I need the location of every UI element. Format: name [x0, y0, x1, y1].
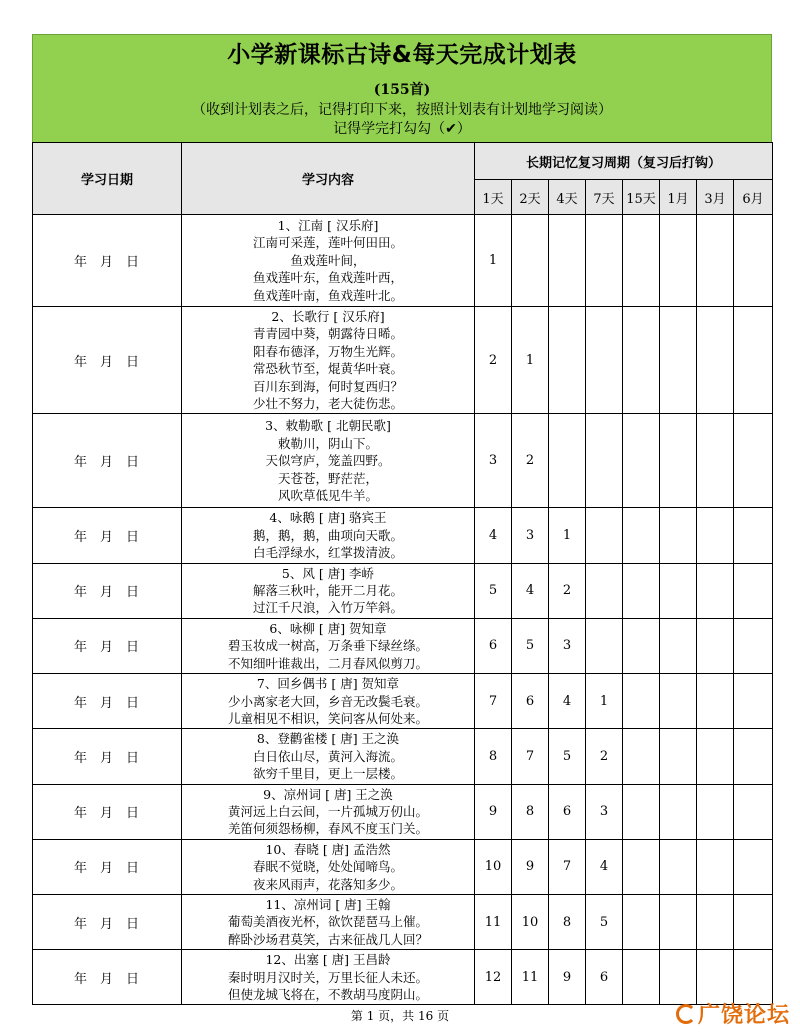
day-header: 15天: [623, 180, 660, 215]
table-row: [33, 618, 773, 673]
review-checkbox-cell[interactable]: 4: [512, 563, 549, 618]
day-header: 7天: [586, 180, 623, 215]
date-cell[interactable]: [33, 894, 182, 949]
review-checkbox-cell[interactable]: [623, 563, 660, 618]
review-checkbox-cell[interactable]: [623, 414, 660, 508]
date-month-label: 月: [99, 530, 114, 546]
review-checkbox-cell[interactable]: [623, 618, 660, 673]
date-cell[interactable]: [33, 839, 182, 894]
table-row: [33, 894, 773, 949]
review-checkbox-cell[interactable]: 5: [549, 729, 586, 784]
review-checkbox-cell[interactable]: 8: [475, 729, 512, 784]
date-cell[interactable]: [33, 215, 182, 307]
poem-cell: [182, 307, 475, 414]
date-column-header: 学习日期: [33, 143, 182, 215]
review-checkbox-cell[interactable]: 6: [586, 950, 623, 1005]
review-checkbox-cell[interactable]: [734, 307, 773, 414]
date-year-label: 年: [73, 861, 88, 877]
poem-cell: [182, 950, 475, 1005]
page-footer: 第 1 页，共 16 页: [350, 1009, 450, 1023]
date-day-label: 日: [126, 861, 141, 877]
date-cell[interactable]: [33, 950, 182, 1005]
review-checkbox-cell[interactable]: [660, 784, 697, 839]
review-checkbox-cell[interactable]: [586, 307, 623, 414]
poem-line: 春眠不觉晓，处处闻啼鸟。: [252, 859, 403, 875]
date-month-label: 月: [99, 695, 114, 711]
date-year-label: 年: [73, 640, 88, 656]
review-checkbox-cell[interactable]: 2: [586, 729, 623, 784]
date-cell[interactable]: [33, 508, 182, 563]
date-year-label: 年: [73, 806, 88, 822]
date-month-label: 月: [99, 806, 114, 822]
review-checkbox-cell[interactable]: [586, 563, 623, 618]
day-header: 6月: [734, 180, 773, 215]
review-checkbox-cell[interactable]: [660, 414, 697, 508]
poem-line: 黄河远上白云间，一片孤城万仞山。: [227, 803, 428, 819]
poem-line: 过江千尺浪，入竹万竿斜。: [252, 600, 403, 616]
day-header: 2天: [512, 180, 549, 215]
review-checkbox-cell[interactable]: 6: [549, 784, 586, 839]
date-cell[interactable]: [33, 729, 182, 784]
review-checkbox-cell[interactable]: [697, 674, 734, 729]
poem-cell: [182, 414, 475, 508]
review-checkbox-cell[interactable]: [623, 307, 660, 414]
poem-title: 1、江南 [ 汉乐府]: [277, 217, 379, 233]
date-cell[interactable]: [33, 784, 182, 839]
review-checkbox-cell[interactable]: [697, 307, 734, 414]
review-checkbox-cell[interactable]: 9: [512, 839, 549, 894]
plan-table: [32, 142, 773, 1005]
review-checkbox-cell[interactable]: [623, 950, 660, 1005]
date-day-label: 日: [126, 255, 141, 270]
review-checkbox-cell[interactable]: 6: [512, 674, 549, 729]
date-month-label: 月: [99, 861, 114, 877]
review-checkbox-cell[interactable]: 2: [549, 563, 586, 618]
review-checkbox-cell[interactable]: [734, 950, 773, 1005]
poem-cell: [182, 215, 475, 307]
poem-line: 碧玉妆成一树高，万条垂下绿丝绦。: [227, 638, 428, 654]
table-row: [33, 215, 773, 307]
date-day-label: 日: [126, 354, 141, 370]
table-row: [33, 950, 773, 1005]
review-checkbox-cell[interactable]: 3: [475, 414, 512, 508]
poem-cell: [182, 839, 475, 894]
date-month-label: 月: [99, 354, 114, 370]
date-cell[interactable]: [33, 618, 182, 673]
date-month-label: 月: [99, 971, 114, 987]
poem-line: 解落三秋叶，能开二月花。: [252, 583, 403, 599]
review-checkbox-cell[interactable]: 1: [549, 508, 586, 563]
poem-line: 欲穷千里目，更上一层楼。: [252, 766, 403, 782]
review-checkbox-cell[interactable]: [623, 508, 660, 563]
review-checkbox-cell[interactable]: [734, 508, 773, 563]
review-checkbox-cell[interactable]: [697, 950, 734, 1005]
table-row: [33, 729, 773, 784]
review-checkbox-cell[interactable]: 8: [549, 894, 586, 949]
review-checkbox-cell[interactable]: 3: [549, 618, 586, 673]
date-day-label: 日: [126, 806, 141, 822]
poem-line: 秦时明月汉时关，万里长征人未还。: [227, 969, 428, 985]
checkmark-note: 记得学完打勾勾（✔）: [333, 121, 471, 137]
review-checkbox-cell[interactable]: [660, 618, 697, 673]
review-checkbox-cell[interactable]: [660, 950, 697, 1005]
poem-title: 12、出塞 [ 唐] 王昌龄: [265, 952, 391, 968]
date-month-label: 月: [99, 750, 114, 766]
poem-line: 常恐秋节至，焜黄华叶衰。: [252, 361, 403, 377]
review-checkbox-cell[interactable]: 2: [475, 307, 512, 414]
review-checkbox-cell[interactable]: [586, 215, 623, 307]
review-checkbox-cell[interactable]: [660, 894, 697, 949]
review-checkbox-cell[interactable]: [586, 618, 623, 673]
date-day-label: 日: [126, 640, 141, 656]
date-year-label: 年: [73, 695, 88, 711]
day-header: 1月: [660, 180, 697, 215]
review-checkbox-cell[interactable]: 8: [512, 784, 549, 839]
day-header: 3月: [697, 180, 734, 215]
review-checkbox-cell[interactable]: [734, 729, 773, 784]
instruction-note: （收到计划表之后，记得打印下来，按照计划表有计划地学习阅读）: [192, 102, 612, 118]
date-cell[interactable]: [33, 674, 182, 729]
poem-line: 少壮不努力，老大徒伤悲。: [252, 396, 403, 412]
review-checkbox-cell[interactable]: [734, 674, 773, 729]
review-checkbox-cell[interactable]: [623, 729, 660, 784]
review-checkbox-cell[interactable]: 1: [475, 215, 512, 307]
review-checkbox-cell[interactable]: 4: [475, 508, 512, 563]
review-checkbox-cell[interactable]: [623, 894, 660, 949]
poem-line: 不知细叶谁裁出，二月春风似剪刀。: [227, 655, 428, 671]
review-checkbox-cell[interactable]: [697, 414, 734, 508]
poem-cell: [182, 729, 475, 784]
date-day-label: 日: [126, 455, 141, 471]
review-checkbox-cell[interactable]: [697, 618, 734, 673]
review-column-header: 长期记忆复习周期（复习后打钩）: [475, 143, 773, 180]
review-checkbox-cell[interactable]: 7: [549, 839, 586, 894]
poem-line: 敕勒川，阴山下。: [277, 435, 378, 451]
poem-line: 鱼戏莲叶南，鱼戏莲叶北。: [252, 287, 403, 303]
poem-title: 4、咏鹅 [ 唐] 骆宾王: [269, 510, 387, 526]
date-day-label: 日: [126, 971, 141, 987]
poem-title: 9、凉州词 [ 唐] 王之涣: [263, 786, 393, 802]
review-checkbox-cell[interactable]: 7: [475, 674, 512, 729]
review-checkbox-cell[interactable]: 3: [586, 784, 623, 839]
review-checkbox-cell[interactable]: [660, 215, 697, 307]
review-checkbox-cell[interactable]: [697, 894, 734, 949]
date-year-label: 年: [73, 530, 88, 546]
poem-title: 6、咏柳 [ 唐] 贺知章: [269, 620, 387, 636]
date-month-label: 月: [99, 640, 114, 656]
review-checkbox-cell[interactable]: 4: [549, 674, 586, 729]
date-year-label: 年: [73, 255, 88, 270]
review-checkbox-cell[interactable]: 9: [549, 950, 586, 1005]
review-checkbox-cell[interactable]: 10: [475, 839, 512, 894]
date-month-label: 月: [99, 585, 114, 601]
table-row: [33, 674, 773, 729]
review-checkbox-cell[interactable]: 1: [512, 307, 549, 414]
review-checkbox-cell[interactable]: [697, 729, 734, 784]
review-checkbox-cell[interactable]: [623, 674, 660, 729]
poem-cell: [182, 894, 475, 949]
table-row: [33, 563, 773, 618]
poem-cell: [182, 508, 475, 563]
date-day-label: 日: [126, 750, 141, 766]
watermark-logo: [676, 998, 790, 1029]
poem-line: 夜来风雨声，花落知多少。: [252, 876, 403, 892]
date-year-label: 年: [73, 916, 88, 932]
review-checkbox-cell[interactable]: [623, 784, 660, 839]
review-checkbox-cell[interactable]: [697, 563, 734, 618]
date-day-label: 日: [126, 530, 141, 546]
date-year-label: 年: [73, 750, 88, 766]
poem-line: 白日依山尽，黄河入海流。: [252, 748, 403, 764]
poem-cell: [182, 563, 475, 618]
date-day-label: 日: [126, 695, 141, 711]
poem-line: 江南可采莲，莲叶何田田。: [252, 235, 403, 251]
review-checkbox-cell[interactable]: 9: [475, 784, 512, 839]
poem-line: 鹅，鹅，鹅，曲项向天歌。: [252, 527, 403, 543]
poem-title: 5、风 [ 唐] 李峤: [281, 565, 375, 581]
review-checkbox-cell[interactable]: 1: [586, 674, 623, 729]
poem-title: 7、回乡偶书 [ 唐] 贺知章: [256, 676, 400, 692]
date-year-label: 年: [73, 354, 88, 370]
poem-title: 8、登鹳雀楼 [ 唐] 王之涣: [256, 731, 400, 747]
logo-icon: [676, 1004, 696, 1024]
review-checkbox-cell[interactable]: [660, 839, 697, 894]
review-checkbox-cell[interactable]: [734, 414, 773, 508]
review-checkbox-cell[interactable]: 5: [512, 618, 549, 673]
date-cell[interactable]: [33, 563, 182, 618]
review-checkbox-cell[interactable]: [660, 674, 697, 729]
poem-title: 2、长歌行 [ 汉乐府]: [271, 309, 385, 324]
poem-line: 风吹草低见牛羊。: [277, 488, 378, 504]
review-checkbox-cell[interactable]: 12: [475, 950, 512, 1005]
review-checkbox-cell[interactable]: [586, 414, 623, 508]
poem-line: 天似穹庐，笼盖四野。: [265, 453, 391, 469]
poem-line: 羌笛何须怨杨柳，春风不度玉门关。: [227, 821, 428, 837]
review-checkbox-cell[interactable]: [660, 508, 697, 563]
review-checkbox-cell[interactable]: [549, 307, 586, 414]
sheet-header: [32, 34, 772, 142]
review-checkbox-cell[interactable]: [660, 307, 697, 414]
poem-line: 但使龙城飞将在，不教胡马度阴山。: [227, 987, 428, 1002]
review-checkbox-cell[interactable]: [549, 215, 586, 307]
review-checkbox-cell[interactable]: 5: [475, 563, 512, 618]
review-checkbox-cell[interactable]: [586, 508, 623, 563]
poem-line: 白毛浮绿水，红掌拨清波。: [252, 545, 403, 561]
poem-line: 儿童相见不相识，笑问客从何处来。: [227, 710, 428, 726]
review-checkbox-cell[interactable]: [734, 894, 773, 949]
date-month-label: 月: [99, 255, 114, 270]
table-row: [33, 839, 773, 894]
date-cell[interactable]: [33, 307, 182, 414]
date-month-label: 月: [99, 455, 114, 471]
review-checkbox-cell[interactable]: 10: [512, 894, 549, 949]
date-day-label: 日: [126, 916, 141, 932]
poem-line: 百川东到海，何时复西归？: [252, 378, 403, 394]
date-month-label: 月: [99, 916, 114, 932]
plan-sheet: [32, 34, 772, 1005]
table-row: [33, 414, 773, 508]
poem-cell: [182, 674, 475, 729]
review-checkbox-cell[interactable]: [512, 215, 549, 307]
day-header: 4天: [549, 180, 586, 215]
review-checkbox-cell[interactable]: [697, 839, 734, 894]
table-row: [33, 307, 773, 414]
table-row: [33, 784, 773, 839]
poem-line: 天苍苍，野茫茫，: [277, 470, 378, 486]
review-checkbox-cell[interactable]: 4: [586, 839, 623, 894]
poem-title: 11、凉州词 [ 唐] 王翰: [265, 896, 391, 912]
review-checkbox-cell[interactable]: [697, 784, 734, 839]
review-checkbox-cell[interactable]: 11: [475, 894, 512, 949]
date-cell[interactable]: [33, 414, 182, 508]
review-checkbox-cell[interactable]: [623, 839, 660, 894]
poem-line: 少小离家老大回，乡音无改鬓毛衰。: [227, 693, 428, 709]
review-checkbox-cell[interactable]: 2: [512, 414, 549, 508]
poem-cell: [182, 784, 475, 839]
watermark-text: 广饶论坛: [698, 1003, 791, 1028]
review-checkbox-cell[interactable]: [734, 784, 773, 839]
poem-title: 3、敕勒歌 [ 北朝民歌]: [265, 418, 391, 434]
date-day-label: 日: [126, 585, 141, 601]
date-year-label: 年: [73, 971, 88, 987]
page-title: 小学新课标古诗&每天完成计划表: [227, 42, 577, 68]
review-checkbox-cell[interactable]: [734, 215, 773, 307]
review-checkbox-cell[interactable]: [623, 215, 660, 307]
review-checkbox-cell[interactable]: [697, 215, 734, 307]
review-checkbox-cell[interactable]: [734, 618, 773, 673]
poem-count: (155首): [373, 82, 431, 98]
day-header: 1天: [475, 180, 512, 215]
poem-line: 醉卧沙场君莫笑，古来征战几人回？: [227, 931, 428, 947]
review-checkbox-cell[interactable]: [549, 414, 586, 508]
review-checkbox-cell[interactable]: 3: [512, 508, 549, 563]
date-year-label: 年: [73, 585, 88, 601]
review-checkbox-cell[interactable]: [660, 563, 697, 618]
poem-line: 阳春布德泽，万物生光辉。: [252, 343, 403, 359]
poem-line: 葡萄美酒夜光杯，欲饮琵琶马上催。: [227, 914, 428, 930]
review-checkbox-cell[interactable]: [660, 729, 697, 784]
content-column-header: 学习内容: [182, 143, 475, 215]
review-checkbox-cell[interactable]: 7: [512, 729, 549, 784]
poem-title: 10、春晓 [ 唐] 孟浩然: [265, 841, 391, 857]
table-row: [33, 508, 773, 563]
poem-line: 青青园中葵，朝露待日晞。: [252, 326, 403, 342]
review-checkbox-cell[interactable]: 5: [586, 894, 623, 949]
review-checkbox-cell[interactable]: 6: [475, 618, 512, 673]
poem-line: 鱼戏莲叶东，鱼戏莲叶西，: [252, 270, 403, 286]
review-checkbox-cell[interactable]: [734, 563, 773, 618]
date-year-label: 年: [73, 455, 88, 471]
review-checkbox-cell[interactable]: 11: [512, 950, 549, 1005]
review-checkbox-cell[interactable]: [697, 508, 734, 563]
review-checkbox-cell[interactable]: [734, 839, 773, 894]
poem-line: 鱼戏莲叶间，: [290, 252, 366, 268]
poem-cell: [182, 618, 475, 673]
